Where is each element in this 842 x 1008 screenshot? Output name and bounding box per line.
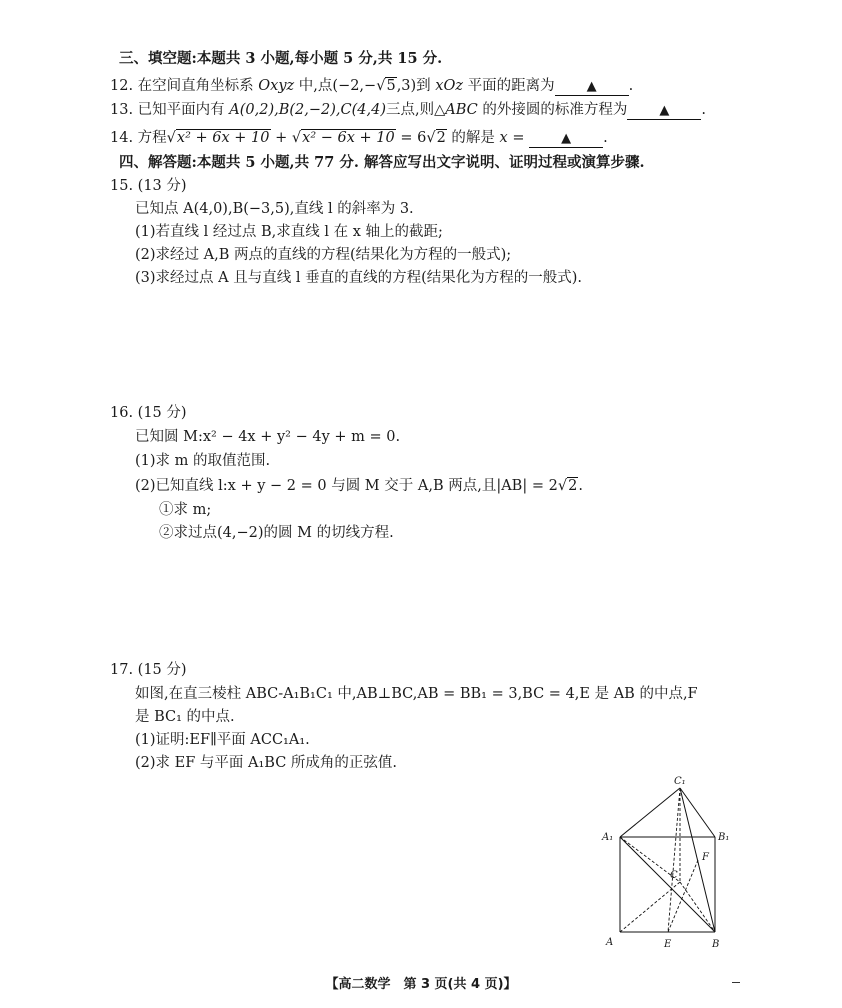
q14-triangle-mark: ▲ [561,131,572,146]
edge-c1-b [680,788,715,932]
q16-sub-2: ②求过点(4,−2)的圆 M 的切线方程. [159,525,394,541]
question-12 [110,76,633,96]
q14-end: . [603,130,608,146]
q15-part-3: (3)求经过点 A 且与直线 l 垂直的直线的方程(结果化为方程的一般式). [135,270,583,286]
q14-radicand-3: 2 [436,130,446,146]
q15-stem: 已知点 A(4,0),B(−3,5),直线 l 的斜率为 3. [135,201,414,217]
q12-end: . [628,78,634,94]
prism-figure [590,770,740,955]
q12-mid1: 中,点(−2,− [294,78,377,94]
q12-triangle-mark: ▲ [586,79,597,94]
label-c1: C₁ [674,776,686,787]
q13-triangle-mark: ▲ [659,103,670,118]
q13-triangle-name: ABC [445,102,478,118]
q16-part-2 [135,476,583,496]
q15-part-1: (1)若直线 l 经过点 B,求直线 l 在 x 轴上的截距; [135,224,443,240]
q17-part-1: (1)证明:EF∥平面 ACC₁A₁. [135,732,310,748]
q14-radicand-1: x² + 6x + 10 [176,130,270,146]
q12-plane: xOz [435,78,464,94]
q16-sqrt: √2 [557,478,578,494]
label-b: B [712,939,720,950]
q13-answer-blank[interactable] [627,102,701,120]
q14-post: 的解是 [446,130,500,146]
section-4-heading: 四、解答题:本题共 5 小题,共 77 分. 解答应写出文字说明、证明过程或演算步骤. [119,154,645,171]
edge-a-c [620,882,680,932]
q15-part-2: (2)求经过 A,B 两点的直线的方程(结果化为方程的一般式); [135,247,512,263]
q14-eq: = 6 [395,130,427,146]
q17-part-2: (2)求 EF 与平面 A₁BC 所成角的正弦值. [135,755,398,771]
q14-sqrt-1: √x² + 6x + 10 [166,130,270,146]
q12-radicand: 5 [386,78,396,94]
q14-eqs: = [507,130,530,146]
q15-number: 15. (13 分) [110,178,187,194]
q14-variable: x [499,130,508,146]
q12-sqrt: √5 [376,78,396,94]
q13-mid: 三点,则△ [386,102,446,118]
q17-stem-line-1: 如图,在直三棱柱 ABC-A₁B₁C₁ 中,AB⊥BC,AB = BB₁ = 3,BC = 4,E 是 AB 的中点,F [135,686,698,702]
q12-answer-blank[interactable] [555,78,629,96]
q16-part-1: (1)求 m 的取值范围. [135,453,271,469]
q13-end: . [701,102,706,118]
q17-stem-line-2: 是 BC₁ 的中点. [135,709,235,725]
section-3-heading: 三、填空题:本题共 3 小题,每小题 5 分,共 15 分. [119,50,443,67]
edge-a1-b [620,837,715,932]
q16-number: 16. (15 分) [110,405,187,421]
q14-plus: + [270,130,292,146]
edge-c1-b1 [680,788,715,837]
label-a1: A₁ [602,832,614,843]
q17-number: 17. (15 分) [110,662,187,678]
q13-pre: 13. 已知平面内有 [110,102,230,118]
question-14 [110,128,608,148]
q16-part-2-end: . [578,478,583,494]
corner-dash-mark [732,982,740,983]
q16-part-2-text: (2)已知直线 l:x + y − 2 = 0 与圆 M 交于 A,B 两点,且|AB| = 2 [135,478,558,494]
q14-answer-blank[interactable] [529,130,603,148]
q12-pre: 12. 在空间直角坐标系 [110,78,259,94]
edge-a1-c1 [620,788,680,837]
q14-radicand-2: x² − 6x + 10 [302,130,395,146]
page-footer: 【高二数学 第 3 页(共 4 页)】 [325,977,517,992]
q13-post: 的外接圆的标准方程为 [477,102,628,118]
label-a: A [606,937,614,948]
q16-sub-1: ①求 m; [159,502,212,518]
q12-mid2: ,3)到 [396,78,436,94]
label-e: E [664,939,672,950]
q14-sqrt-3: √2 [426,130,446,146]
label-c: C [670,870,678,881]
label-b1: B₁ [718,832,730,843]
q16-stem: 已知圆 M:x² − 4x + y² − 4y + m = 0. [135,429,401,445]
q12-post: 平面的距离为 [463,78,555,94]
label-f: F [702,852,709,863]
q12-coordinate-system: Oxyz [258,78,295,94]
question-13 [110,100,706,120]
q16-radicand: 2 [568,478,578,494]
q14-pre: 14. 方程 [110,130,167,146]
prism-diagram [590,770,740,955]
segment-c1-e [668,788,680,932]
q14-sqrt-2: √x² − 6x + 10 [291,130,395,146]
q13-points: A(0,2),B(2,−2),C(4,4) [229,102,386,118]
